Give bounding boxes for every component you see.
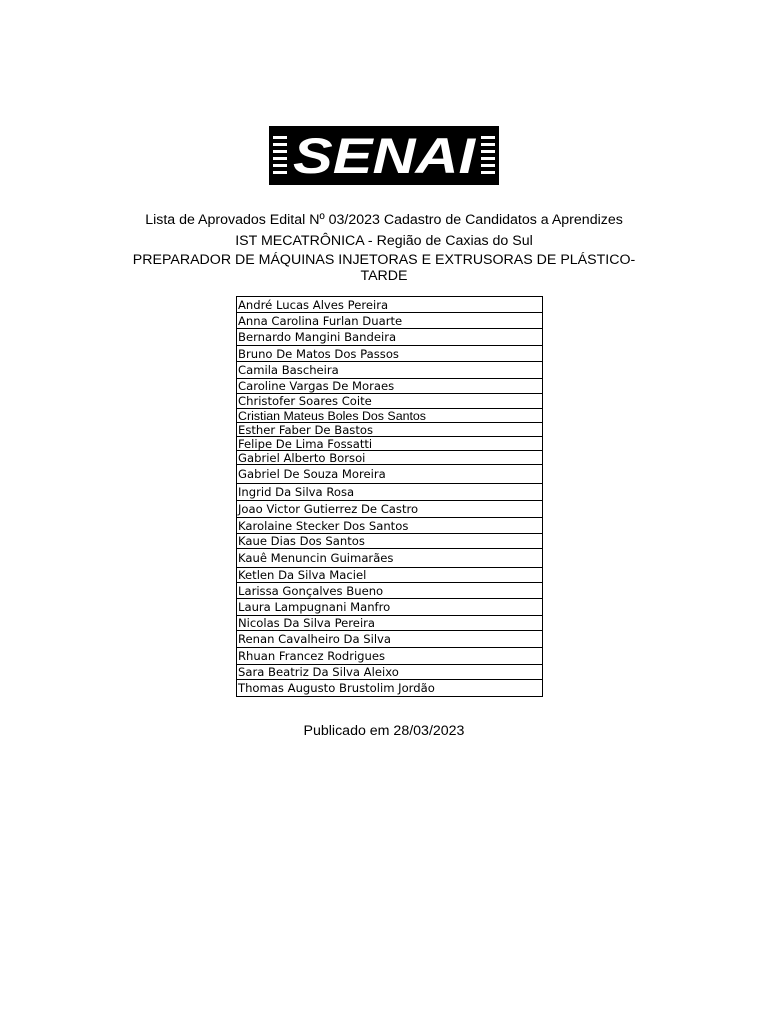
table-row	[237, 409, 543, 423]
candidate-name: Bernardo Mangini Bandeira	[237, 329, 543, 346]
table-row	[237, 465, 543, 484]
senai-logo-text: SENAI	[293, 128, 477, 184]
table-row	[237, 423, 543, 437]
table-row	[237, 346, 543, 362]
table-row	[237, 394, 543, 409]
course-shift: TARDE	[360, 268, 408, 284]
table-row	[237, 484, 543, 501]
candidate-name: Caroline Vargas De Moraes	[237, 379, 543, 394]
table-row	[237, 665, 543, 680]
candidate-name: Christofer Soares Coite	[237, 394, 543, 409]
candidate-name: Karolaine Stecker Dos Santos	[237, 518, 543, 534]
table-row	[237, 616, 543, 631]
candidate-name: Bruno De Matos Dos Passos	[237, 346, 543, 362]
candidate-name: Renan Cavalheiro Da Silva	[237, 631, 543, 648]
candidate-name: Cristian Mateus Boles Dos Santos	[237, 409, 543, 423]
list-title: Lista de Aprovados Edital Nº 03/2023 Cadastro de Candidatos a Aprendizes	[145, 212, 623, 228]
table-row	[237, 437, 543, 451]
candidate-name: Camila Bascheira	[237, 362, 543, 379]
table-row	[237, 599, 543, 616]
table-row	[237, 568, 543, 583]
table-row	[237, 362, 543, 379]
senai-logo-graphic	[269, 126, 499, 185]
table-row	[237, 549, 543, 568]
table-row	[237, 680, 543, 697]
table-row	[237, 379, 543, 394]
publication-date: Publicado em 28/03/2023	[303, 723, 465, 739]
table-row	[237, 501, 543, 518]
candidate-name: Ketlen Da Silva Maciel	[237, 568, 543, 583]
candidate-name: Gabriel De Souza Moreira	[237, 465, 543, 484]
candidate-name: Gabriel Alberto Borsoi	[237, 451, 543, 465]
candidate-name: Sara Beatriz Da Silva Aleixo	[237, 665, 543, 680]
candidate-name: Larissa Gonçalves Bueno	[237, 583, 543, 599]
candidate-name: Rhuan Francez Rodrigues	[237, 648, 543, 665]
approved-list-table	[236, 296, 543, 697]
candidate-name: Joao Victor Gutierrez De Castro	[237, 501, 543, 518]
table-row	[237, 451, 543, 465]
candidate-name: Felipe De Lima Fossatti	[237, 437, 543, 451]
table-row	[237, 583, 543, 599]
unit-region: IST MECATRÔNICA - Região de Caxias do Sul	[235, 233, 533, 249]
candidate-name: André Lucas Alves Pereira	[237, 297, 543, 313]
candidate-name: Esther Faber De Bastos	[237, 423, 543, 437]
table-row	[237, 648, 543, 665]
candidate-name: Thomas Augusto Brustolim Jordão	[237, 680, 543, 697]
table-row	[237, 297, 543, 313]
candidate-name: Nicolas Da Silva Pereira	[237, 616, 543, 631]
candidate-name: Anna Carolina Furlan Duarte	[237, 313, 543, 329]
table-row	[237, 631, 543, 648]
table-row	[237, 313, 543, 329]
candidate-name: Ingrid Da Silva Rosa	[237, 484, 543, 501]
candidate-name: Kauê Menuncin Guimarães	[237, 549, 543, 568]
course-name: PREPARADOR DE MÁQUINAS INJETORAS E EXTRUSORAS DE PLÁSTICO-	[132, 252, 636, 268]
senai-logo	[269, 126, 499, 185]
table-row	[237, 518, 543, 534]
table-row	[237, 534, 543, 549]
candidate-name: Kaue Dias Dos Santos	[237, 534, 543, 549]
table-row	[237, 329, 543, 346]
candidate-name: Laura Lampugnani Manfro	[237, 599, 543, 616]
